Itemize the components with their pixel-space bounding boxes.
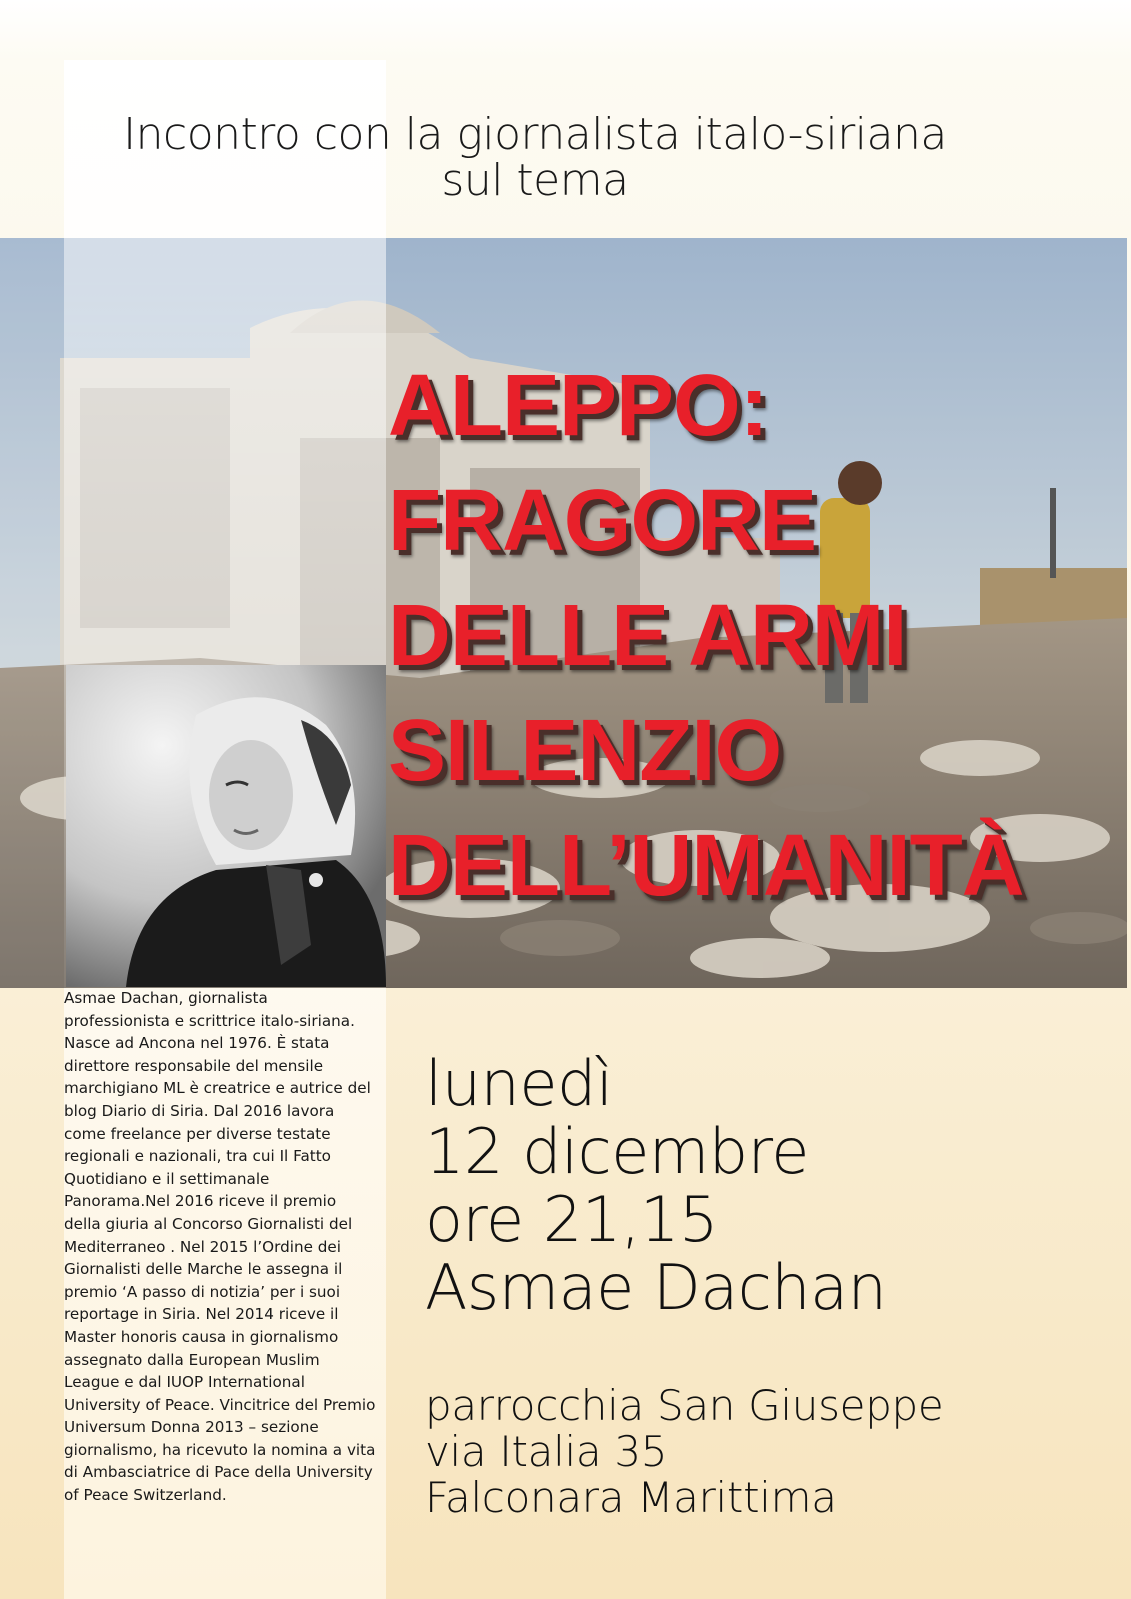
event-time: ore 21,15	[425, 1183, 718, 1256]
venue-street: via Italia 35	[425, 1427, 668, 1476]
headline-line-4: SILENZIO	[388, 702, 782, 799]
headline-line-5: DELL’UMANITÀ	[388, 817, 1024, 914]
headline-line-1: ALEPPO:	[388, 357, 768, 454]
event-date: 12 dicembre	[425, 1115, 809, 1188]
event-details	[425, 1047, 1075, 1324]
headline	[388, 348, 1118, 923]
headline-line-2: FRAGORE	[388, 472, 816, 569]
venue-city: Falconara Marittima	[425, 1473, 837, 1522]
venue-name: parrocchia San Giuseppe	[425, 1381, 944, 1430]
photo-edge-overlay	[0, 238, 64, 988]
headline-line-3: DELLE ARMI	[388, 587, 907, 684]
event-day: lunedì	[425, 1047, 613, 1120]
intro-line-2: sul tema	[441, 155, 629, 206]
event-speaker: Asmae Dachan	[425, 1251, 887, 1324]
speaker-bio: Asmae Dachan, giornalista professionista e scrittrice italo-siriana. Nasce ad Ancona nel 1976. È stata direttore responsabile del mensile marchigiano ML è creatrice e autrice del blog Diario di Siria. Dal 2016 lavora come freelance per diverse testate regionali e nazionali, tra cui Il Fatto Quotidiano e il settimanale Panorama.Nel 2016 riceve il premio della giuria al Concorso Giornalisti del Mediterraneo . Nel 2015 l’Ordine dei Giornalisti delle Marche le assegna il premio ‘A passo di notizia’ per i suoi reportage in Siria. Nel 2014 riceve il Master honoris causa in giornalismo assegnato dalla European Muslim League e dal IUOP International University of Peace. Vincitrice del Premio Universum Donna 2013 – sezione giornalismo, ha ricevuto la nomina a vita di Ambasciatrice di Pace della University of Peace Switzerland.	[64, 989, 376, 1505]
intro-heading	[60, 109, 1010, 206]
speaker-portrait	[66, 665, 386, 987]
venue-details	[425, 1383, 1075, 1521]
portrait-illustration	[66, 665, 386, 987]
intro-line-1: Incontro con la giornalista italo-siriana	[123, 109, 947, 160]
